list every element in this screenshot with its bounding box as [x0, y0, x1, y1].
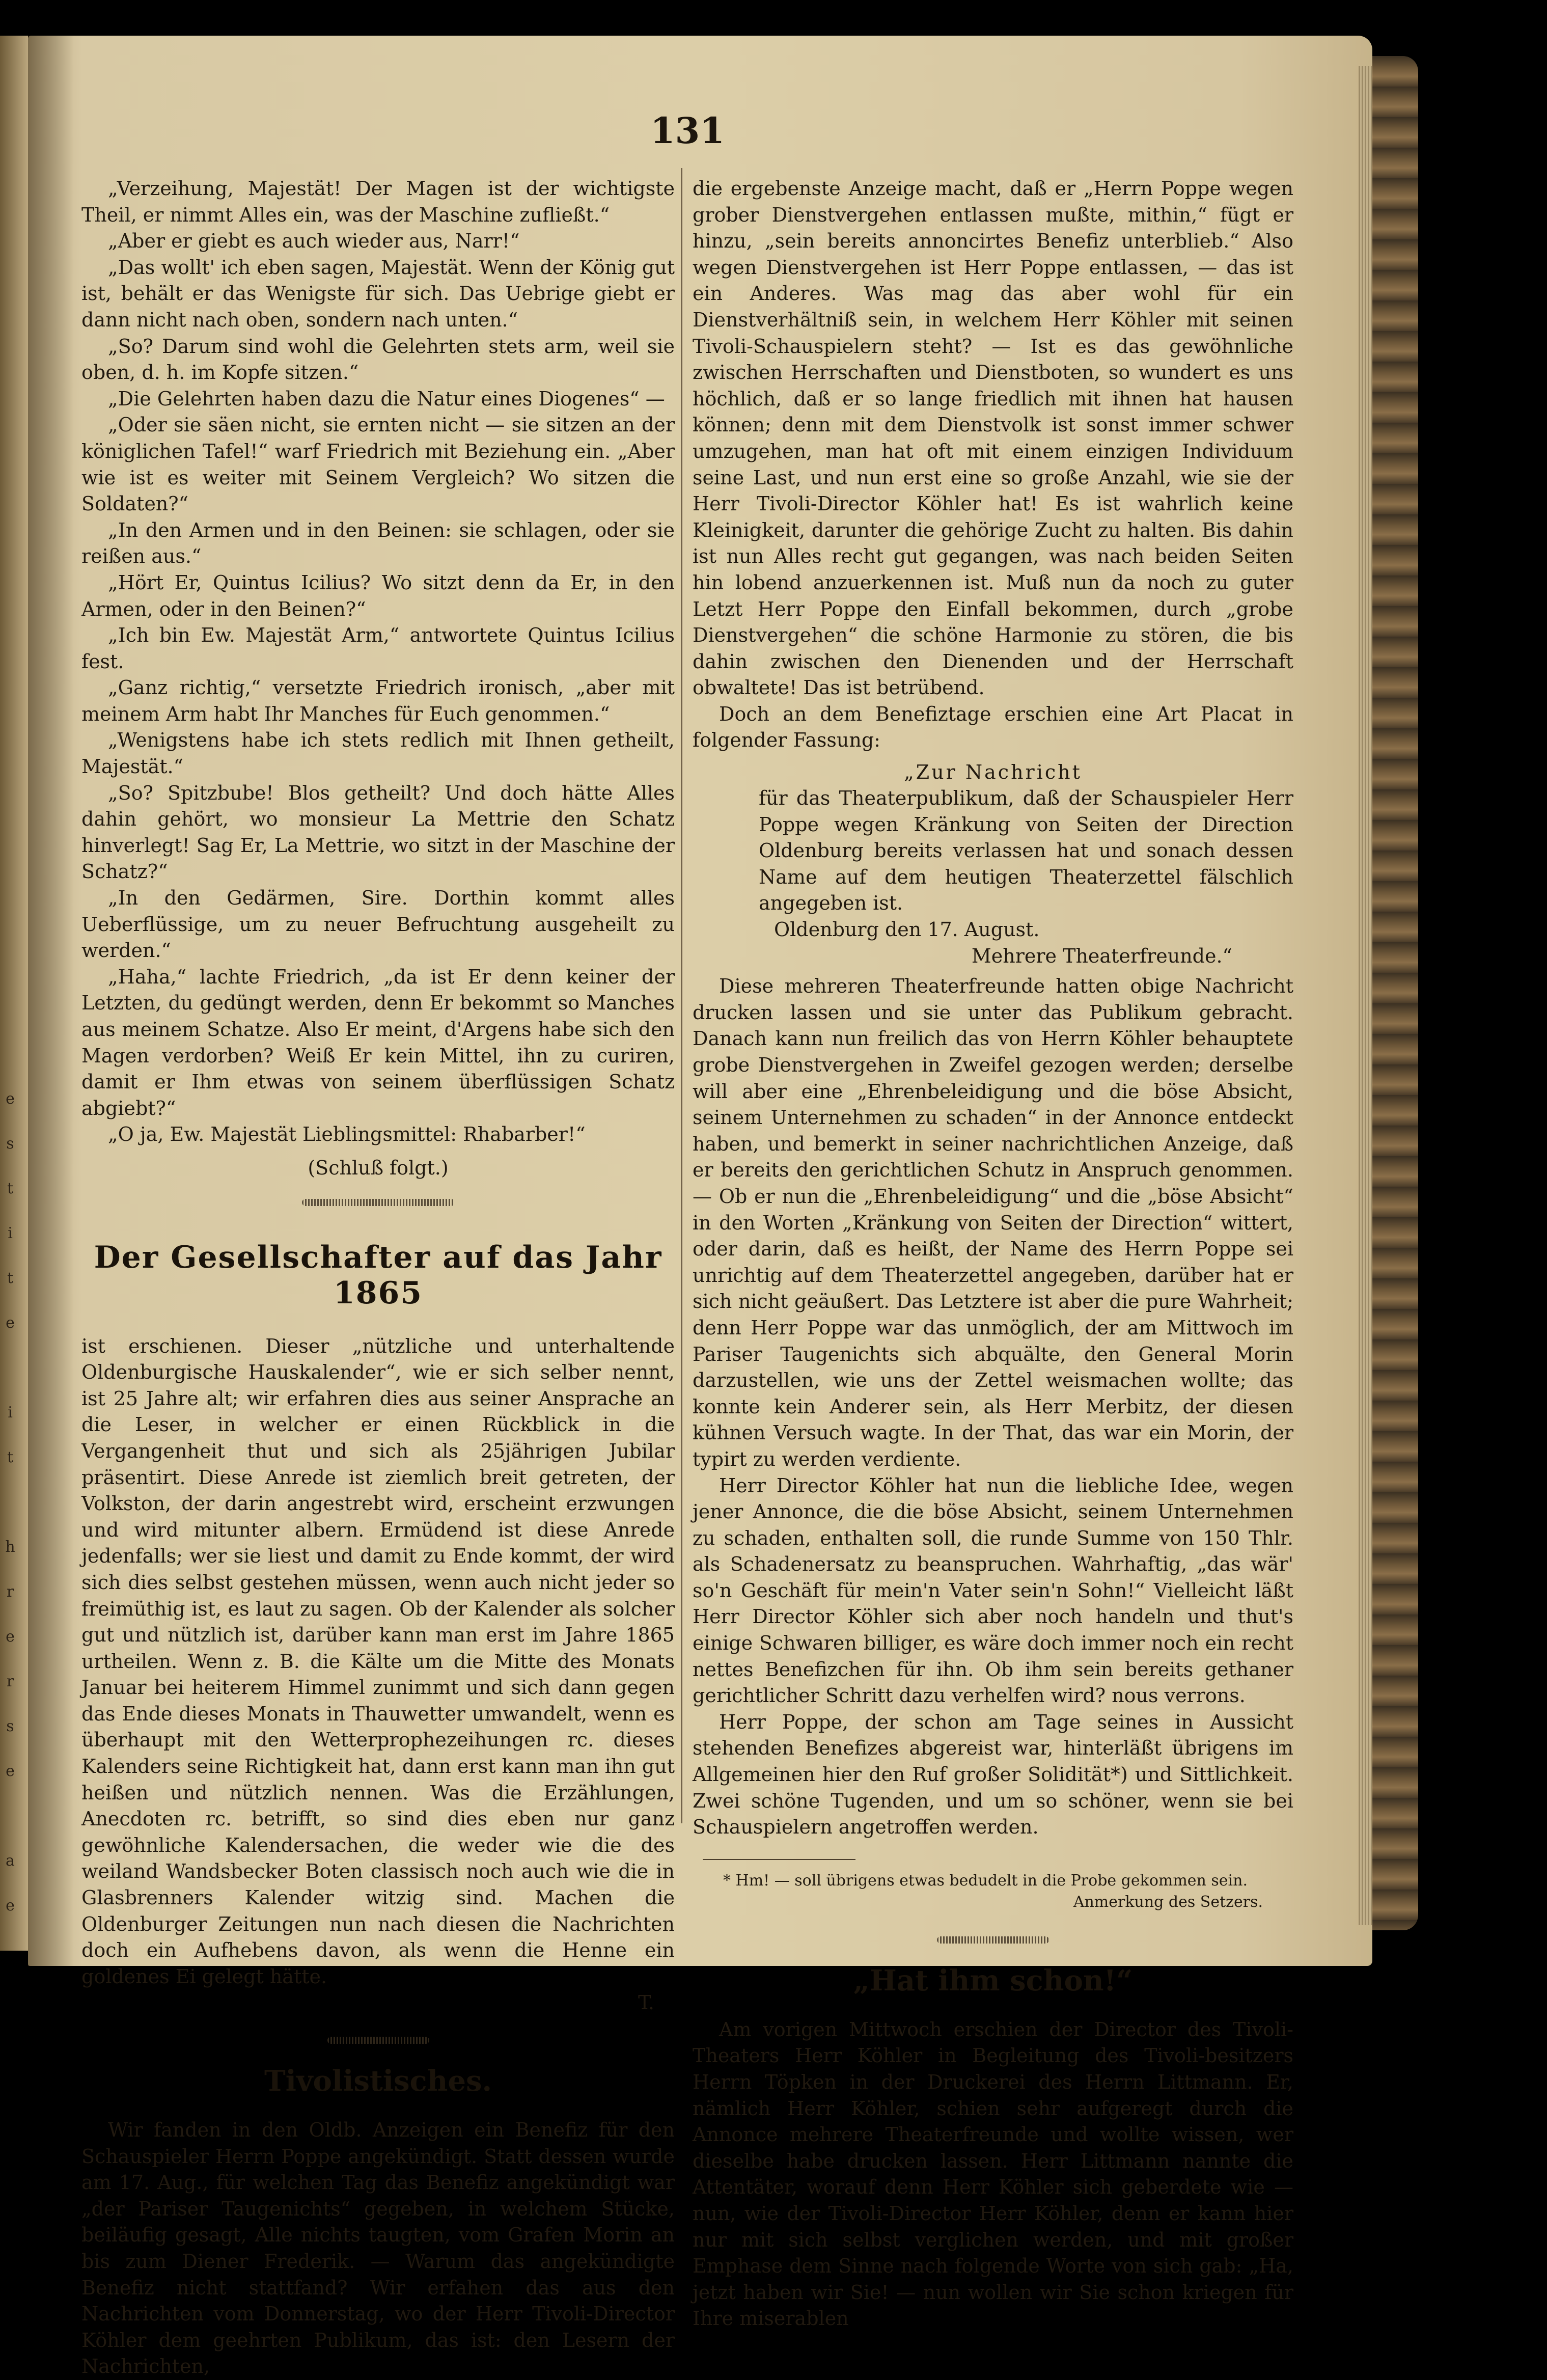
facing-page-letter: e	[6, 1628, 15, 1646]
dialogue-paragraph: „Haha,“ lachte Friedrich, „da ist Er denn keiner der Letzten, du gedüngt werden, denn Er bekommt so Manches aus meinem Schatze. Also Er meint, d'Argens habe sich den Magen verdorben? Weiß Er kein Mittel, ihn zu curiren, damit er Ihm etwas von seinem überflüssigen Schatz abgiebt?“	[81, 965, 675, 1119]
notice-signature: Mehrere Theaterfreunde.“	[971, 944, 1232, 967]
dialogue-paragraph: „In den Armen und in den Beinen: sie schlagen, oder sie reißen aus.“	[81, 518, 675, 568]
ornamental-divider	[302, 1199, 455, 1206]
facing-page-letter	[0, 1359, 20, 1404]
facing-page-letter: e	[6, 1090, 15, 1108]
facing-page-letter: t	[7, 1269, 14, 1287]
facing-page-letter: e	[6, 1762, 15, 1780]
dialogue-paragraph: „So? Spitzbube! Blos getheilt? Und doch hätte Alles dahin gehört, wo monsieur La Mettrie den Schatz hinverlegt! Sag Er, La Mettrie, wo sitzt in der Maschine der Schatz?“	[81, 781, 675, 883]
dialogue-paragraph: „Verzeihung, Majestät! Der Magen ist der wichtigste Theil, er nimmt Alles ein, was der Maschine zufließt.“	[81, 177, 675, 226]
article-title-hat-ihm-schon: „Hat ihm schon!“	[853, 1963, 1133, 1998]
facing-page-letter	[0, 1493, 20, 1538]
facing-page-letter: r	[6, 1583, 14, 1601]
page-number: 131	[650, 110, 725, 152]
paragraph: Herr Director Köhler hat nun die liebliche Idee, wegen jener Annonce, die die böse Absicht, seinem Unternehmen zu schaden, enthalten soll, die runde Summe von 150 Thlr. als Schadenersatz zu beanspruchen. Wahrhaftig, „das wär' so'n Geschäft für mein'n Vater sein'n Sohn!“ Vielleicht läßt Herr Director Köhler sich aber noch handeln und thut's einige Schwaren billiger, es wäre doch immer noch ein recht nettes Benefizchen für ihn. Ob ihm sein bereits gethaner gerichtlicher Schritt dazu verhelfen wird? nous verrons.	[693, 1474, 1293, 1707]
footnote-rule	[703, 1859, 855, 1860]
book-binding	[1372, 56, 1418, 1930]
placat-intro: Doch an dem Benefiztage erschien eine Art Placat in folgender Fassung:	[693, 702, 1293, 752]
left-column	[81, 176, 675, 2380]
facing-page-margin-letters	[0, 1090, 20, 1941]
facing-page-letter: s	[6, 1135, 14, 1153]
notice-place-date: Oldenburg den 17. August.	[774, 918, 1040, 941]
facing-page-letter: h	[5, 1538, 15, 1556]
dialogue-paragraph: „Wenigstens habe ich stets redlich mit Ihnen getheilt, Majestät.“	[81, 729, 675, 778]
facing-page-letter: e	[6, 1314, 15, 1332]
page-stack-edge	[1359, 66, 1372, 1925]
article-title-gesellschafter: Der Gesellschafter auf das Jahr 1865	[94, 1239, 662, 1311]
facing-page-letter: t	[7, 1448, 14, 1466]
facing-page-letter: t	[7, 1180, 14, 1197]
facing-page-letter: s	[6, 1717, 14, 1735]
facing-page-letter: a	[6, 1852, 15, 1870]
footnote: * Hm! — soll übrigens etwas bedudelt in die Probe gekommen sein.	[723, 1871, 1248, 1890]
footnote-signature: Anmerkung des Setzers.	[1073, 1893, 1263, 1911]
article-signature: T.	[638, 1991, 654, 2014]
dialogue-paragraph: „Ganz richtig,“ versetzte Friedrich ironisch, „aber mit meinem Arm habt Ihr Manches für Euch genommen.“	[81, 676, 675, 725]
dialogue-section	[81, 176, 675, 1148]
dialogue-paragraph: „Hört Er, Quintus Icilius? Wo sitzt denn da Er, in den Armen, oder in den Beinen?“	[81, 571, 675, 620]
facing-page-letter: i	[8, 1404, 13, 1421]
continued-note: (Schluß folgt.)	[308, 1156, 449, 1179]
dialogue-paragraph: „O ja, Ew. Majestät Lieblingsmittel: Rhabarber!“	[108, 1123, 586, 1146]
facing-page-letter: i	[8, 1224, 13, 1242]
dialogue-paragraph: „Ich bin Ew. Majestät Arm,“ antwortete Quintus Icilius fest.	[81, 624, 675, 673]
article-title-tivoli: Tivolistisches.	[264, 2064, 492, 2098]
right-column	[693, 176, 1293, 2332]
dialogue-paragraph: „So? Darum sind wohl die Gelehrten stets arm, weil sie oben, d. h. im Kopfe sitzen.“	[81, 335, 675, 384]
article-body-hat-ihm-schon: Am vorigen Mittwoch erschien der Director des Tivoli-Theaters Herr Köhler in Begleitung des Tivoli-besitzers Herrn Töpken in der Druckerei des Herrn Littmann. Er, nämlich Herr Köhler, schien sehr aufgeregt durch die Annonce mehrere Theaterfreunde und wollte wissen, wer dieselbe habe drucken lassen. Herr Littmann nannte die Attentäter, worauf denn Herr Köhler sich geberdete wie — nun, wie der Tivoli-Director Herr Köhler, denn er kann hier nur mit sich selbst verglichen werden, und mit großer Emphase dem Sinne nach folgende Worte von sich gab: „Ha, jetzt haben wir Sie! — nun wollen wir Sie schon kriegen für Ihre miserablen	[693, 2018, 1293, 2330]
dialogue-paragraph: „Das wollt' ich eben sagen, Majestät. Wenn der König gut ist, behält er das Wenigste für sich. Das Uebrige giebt er dann nicht nach oben, sondern nach unten.“	[81, 256, 675, 331]
dialogue-paragraph: „Aber er giebt es auch wieder aus, Narr!“	[108, 230, 520, 253]
dialogue-paragraph: „In den Gedärmen, Sire. Dorthin kommt alles Ueberflüssige, um zu neuer Befruchtung ausgeheilt zu werden.“	[81, 887, 675, 962]
column-divider	[681, 168, 682, 1823]
article-body-tivoli: Wir fanden in den Oldb. Anzeigen ein Benefiz für den Schauspieler Herrn Poppe angekündigt. Statt dessen wurde am 17. Aug., für welchen Tag das Benefiz angekündigt war „der Pariser Taugenichts“ gegeben, in welchem Stücke, beiläufig gesagt, Alle nichts taugten, vom Grafen Morin an bis zum Diener Frederik. — Warum das angekündigte Benefiz nicht stattfand? Wir erfahen das aus den Nachrichten vom Donnerstag, wo der Herr Tivoli-Director Köhler dem geehrten Publikum, das ist: den Lesern der Nachrichten,	[81, 2119, 675, 2378]
notice-heading: „Zur Nachricht	[904, 761, 1082, 784]
facing-page-letter: r	[6, 1673, 14, 1690]
ornamental-divider	[327, 2037, 429, 2044]
article-body-tivoli-continued: die ergebenste Anzeige macht, daß er „Herrn Poppe wegen grober Dienstvergehen entlassen mußte, mithin,“ fügt er hinzu, „sein bereits annoncirtes Benefiz unterblieb.“ Also wegen Dienstvergehen ist Herr Poppe entlassen, — das ist ein Anderes. Was mag das aber wohl für ein Dienstverhältniß sein, in welchem Herr Köhler mit seinen Tivoli-Schauspielern steht? — Ist es das gewöhnliche zwischen Herrschaften und Dienstboten, so wundert es uns höchlich, daß er so lange friedlich mit ihnen hat hausen können; denn mit dem Dienstvolk ist sonst immer schwer umzugehen, man hat oft mit einem einzigen Individuum seine Last, und nun erst eine so große Anzahl, wie sie der Herr Tivoli-Director Köhler hat! Es ist wahrlich keine Kleinigkeit, darunter die gehörige Zucht zu halten. Bis dahin ist nun Alles recht gut gegangen, was nach beiden Seiten hin lobend anzuerkennen ist. Muß nun da noch zu guter Letzt Herr Poppe den Einfall bekommen, durch „grobe Dienstvergehen“ die schöne Harmonie zu stören, die bis dahin zwischen den Dienenden und der Herrschaft obwaltete! Das ist betrübend.	[693, 177, 1293, 699]
paragraph: Herr Poppe, der schon am Tage seines in Aussicht stehenden Benefizes abgereist war, hinterläßt übrigens im Allgemeinen hier den Ruf großer Solidität*) und Sittlichkeit. Zwei schöne Tugenden, und um so schöner, wenn sie bei Schauspielern angetroffen werden.	[693, 1710, 1293, 1839]
article-body-gesellschafter: ist erschienen. Dieser „nützliche und unterhaltende Oldenburgische Hauskalender“, wie er sich selber nennt, ist 25 Jahre alt; wir erfahren dies aus seiner Ansprache an die Leser, in welcher er einen Rückblick in die Vergangenheit thut und sich als 25jährigen Jubilar präsentirt. Diese Anrede ist ziemlich breit getreten, der Volkston, der darin angestrebt wird, erscheint erzwungen und wird mitunter albern. Ermüdend ist diese Anrede jedenfalls; wer sie liest und damit zu Ende kommt, der wird sich dies selbst gestehen müssen, wenn auch nicht jeder so freimüthig ist, es laut zu sagen. Ob der Kalender als solcher gut und nützlich ist, darüber kann man erst im Jahre 1865 urtheilen. Wenn z. B. die Kälte um die Mitte des Monats Januar bei heiterem Himmel zunimmt und sich dann gegen das Ende dieses Monats in Thauwetter umwandelt, wenn es überhaupt mit den Wetterprophezeihungen rc. dieses Kalenders seine Richtigkeit hat, dann erst kann man ihn gut heißen und nützlich nennen. Was die Erzählungen, Anecdoten rc. betrifft, so sind dies eben nur ganz gewöhnliche Kalendersachen, die weder wie die des weiland Wandsbecker Boten classisch noch auch wie die in Glasbrenners Kalender witzig sind. Machen die Oldenburger Zeitungen nun nach diesen die Nachrichten doch ein Aufhebens davon, als wenn die Henne ein goldenes Ei gelegt hätte.	[81, 1334, 675, 1988]
facing-page-letter	[0, 1807, 20, 1852]
dialogue-paragraph: „Oder sie säen nicht, sie ernten nicht — sie sitzen an der königlichen Tafel!“ warf Friedrich mit Beziehung ein. „Aber wie ist es weiter mit Seinem Vergleich? Wo sitzen die Soldaten?“	[81, 414, 675, 515]
paragraph: Diese mehreren Theaterfreunde hatten obige Nachricht drucken lassen und sie unter das Publikum gebracht. Danach kann nun freilich das von Herrn Köhler behauptete grobe Dienstvergehen in Zweifel gezogen werden; derselbe will aber eine „Ehrenbeleidigung und die böse Absicht, seinem Unternehmen zu schaden“ in der Annonce entdeckt haben, und bemerkt in seiner nachrichtlichen Anzeige, daß er bereits den gerichtlichen Schutz in Anspruch genommen. — Ob er nun die „Ehrenbeleidigung“ und die „böse Absicht“ in den Worten „Kränkung von Seiten der Direction“ wittert, oder darin, daß es heißt, der Name des Herrn Poppe sei unrichtig auf dem Theaterzettel angegeben, darüber hat er sich nicht geäußert. Das Letztere ist aber die pure Wahrheit; denn Herr Poppe war das unmöglich, der am Mittwoch im Pariser Taugenichts sich abquälte, den General Morin darzustellen, wie uns der Zettel weismachen wollte; das konnte kein Anderer sein, als Herr Merbitz, der diesen kühnen Versuch wagte. In der That, das war ein Morin, der typirt zu werden verdiente.	[693, 975, 1293, 1470]
facing-page-letter: e	[6, 1897, 15, 1914]
ornamental-divider	[937, 1936, 1049, 1944]
quoted-notice	[693, 759, 1293, 969]
notice-body: für das Theaterpublikum, daß der Schauspieler Herr Poppe wegen Kränkung von Seiten der Direction Oldenburg bereits verlassen hat und sonach dessen Name auf dem heutigen Theaterzettel fälschlich angegeben ist.	[759, 787, 1293, 915]
page-gutter-shadow	[28, 36, 74, 1966]
dialogue-paragraph: „Die Gelehrten haben dazu die Natur eines Diogenes“ —	[108, 387, 665, 410]
